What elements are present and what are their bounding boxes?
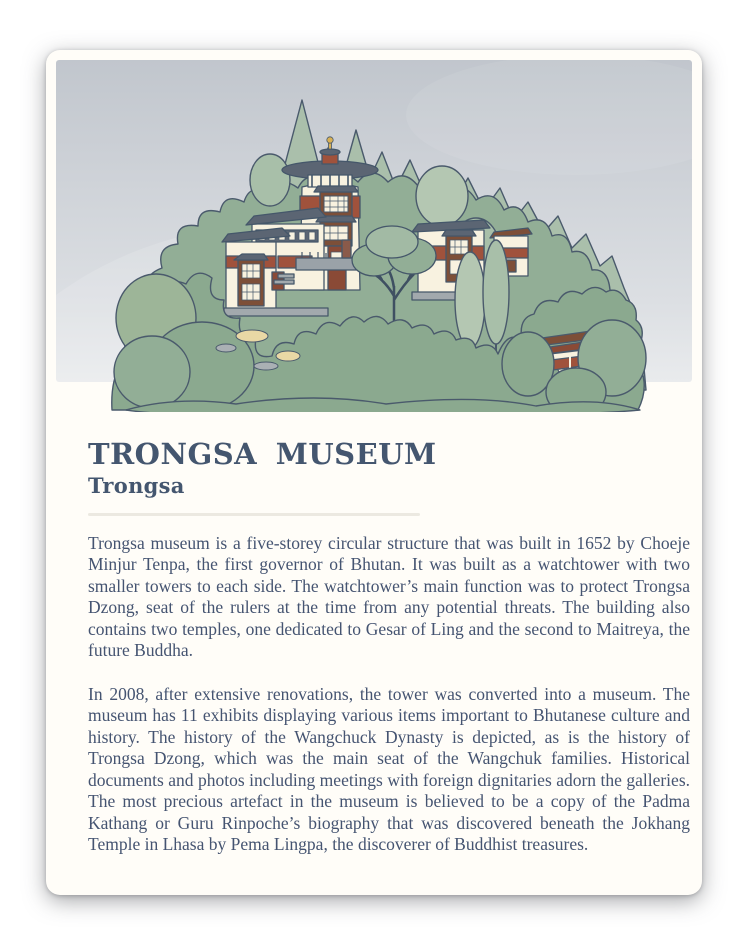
location-subtitle: Trongsa <box>88 473 185 499</box>
museum-info-card <box>46 50 702 895</box>
divider-rule <box>88 513 420 516</box>
page-title: TRONGSA MUSEUM <box>88 437 437 471</box>
description-paragraph-1: Trongsa museum is a five-storey circular structure that was built in 1652 by Choeje Minjur Tenpa, the first governor of Bhutan. It was built as a watchtower with two smaller towers to each side. The watchtower’s main function was to protect Trongsa Dzong, seat of the rulers at the time from any potential threats. The building also contains two temples, one dedicated to Gesar of Ling and the second to Maitreya, the future Buddha. <box>88 532 690 661</box>
description-paragraph-2: In 2008, after extensive renovations, the tower was converted into a museum. The museum has 11 exhibits displaying various items important to Bhutanese culture and history. The history of the Wangchuck Dynasty is depicted, as is the history of Trongsa Dzong, which was the main seat of the Wangchuk families. Historical documents and photos including meetings with foreign dignitaries adorn the galleries. The most precious artefact in the museum is believed to be a copy of the Padma Kathang or Guru Rinpoche’s biography that was discovered beneath the Jokhang Temple in Lhasa by Pema Lingpa, the discoverer of Buddhist treasures. <box>88 683 690 855</box>
trongsa-museum-illustration <box>56 60 692 412</box>
description-text <box>88 533 690 856</box>
card-content <box>88 439 690 856</box>
